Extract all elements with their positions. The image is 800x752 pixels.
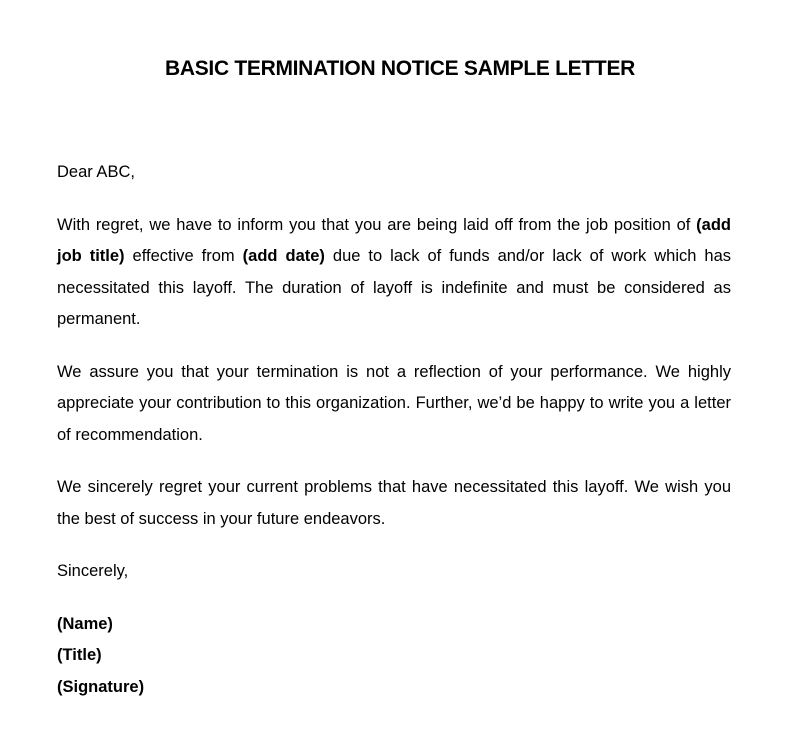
paragraph-layoff-notice [57, 210, 731, 336]
paragraph-regret: We sincerely regret your current problems that have necessitated this layoff. We wish you the best of success in your future endeavors. [57, 478, 731, 528]
paragraph-1-part-3: due to lack of funds and/or lack of work which has necessitated this layoff. The duration of layoff is indefinite and must be considered as permanent. [57, 247, 731, 328]
job-title-placeholder: (add job title) [57, 215, 731, 265]
paragraph-1-part-1: With regret, we have to inform you that you are being laid off from the job position of [57, 215, 697, 234]
paragraph-1-part-2: effective from [124, 247, 243, 265]
greeting: Dear ABC, [57, 163, 135, 181]
paragraph-assurance: We assure you that your termination is not a reflection of your performance. We highly appreciate your contribution to this organization. Further, we’d be happy to write you a letter of recommendation. [57, 362, 731, 444]
letter-title: BASIC TERMINATION NOTICE SAMPLE LETTER [164, 57, 636, 80]
date-placeholder: (add date) [242, 247, 325, 265]
signature-line: (Signature) [57, 677, 145, 696]
signature-name: (Name) [57, 614, 113, 633]
letter-body [57, 157, 731, 703]
closing: Sincerely, [57, 562, 129, 580]
signature-title: (Title) [57, 646, 102, 664]
